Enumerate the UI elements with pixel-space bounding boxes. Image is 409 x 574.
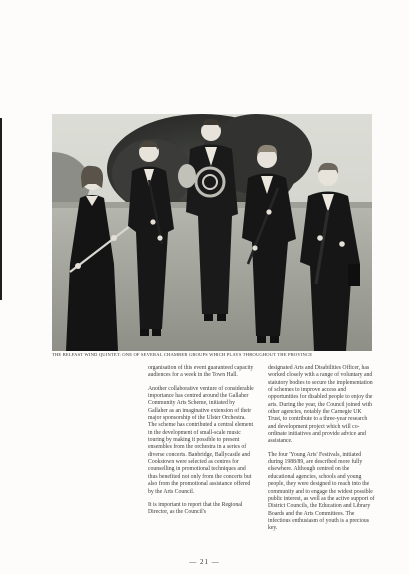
paragraph: Another collaborative venture of considerable importance has centred around the Gallaher Community Arts Scheme, initiated by Gallaher as an imaginative extension of their major sponsorship of the Ulster Orchestra. The scheme has contributed a central element in the development of small-scale music touring by making it possible to present ensembles from the orchestra in a series of diverse concerts. Banbridge, Ballycastle and Cookstown were selected as centres for counselling in promotional techniques and thus benefited not only from the concerts but also from the promotional assistance offered by the Arts Council. (148, 385, 254, 495)
paragraph: designated Arts and Disabilities Officer, has worked closely with a range of voluntary and statutory bodies to secure the implementation of schemes to improve access and opportunities for disabled people to enjoy the arts. During the year, the Council joined with other agencies, notably the Carnegie UK Trust, to contribute to a three-year research and development project which will co-ordinate initiatives and provide advice and assistance. (268, 365, 373, 445)
page-number: — 21 — (189, 558, 220, 566)
photo-caption: THE BELFAST WIND QUINTET: ONE OF SEVERAL CHAMBER GROUPS WHICH PLAYS THROUGHOUT THE PROVINCE (52, 352, 313, 357)
paragraph: organisation of this event guaranteed capacity audiences for a week in the Town Hall. (148, 365, 254, 379)
page-edge-mark (0, 118, 2, 300)
paragraph: It is important to report that the Regional Director, as the Council's (148, 501, 243, 516)
ensemble-photograph (52, 114, 372, 351)
text-column-left (148, 365, 255, 523)
text-column-right (268, 365, 375, 539)
paragraph: The four 'Young Arts' Festivals, initiated during 1988/89, are described more fully elsewhere. Although centred on the educational agencies, schools and young people, they were designed to reach into the community and to engage the widest possible public interest, as well as the active support of District Councils, the Education and Library Boards and the Arts Committees. The infectious enthusiasm of youth is a precious key. (268, 451, 375, 532)
